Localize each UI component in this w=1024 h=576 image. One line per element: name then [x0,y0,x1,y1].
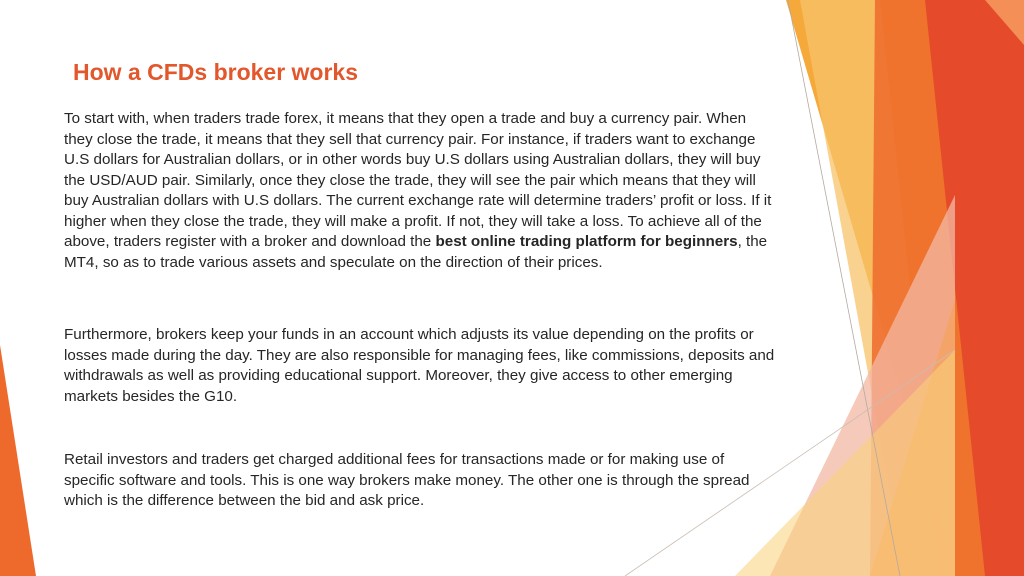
bold-platform-phrase: best online trading platform for beginners [435,233,738,250]
slide-title: How a CFDs broker works [73,59,359,85]
paragraph-intro-text-end: , the MT4, so as to trade various assets and speculate on the direction of their prices. [64,233,768,271]
paragraph-funds: Furthermore, brokers keep your funds in an account which adjusts its value depending on the profits or losses made during the day. They are also responsible for managing fees, like commissions, deposits and withdrawals as well as providing educational support. Moreover, they give access to other emerging markets besides the G10. [64,326,775,405]
paragraph-intro [64,109,776,273]
paragraph-intro-text-start: To start with, when traders trade forex, it means that they open a trade and buy a currency pair. When they close the trade, it means that they sell that currency pair. For instance, if traders want to exchange U.S dollars for Australian dollars, or in other words buy U.S dollars using Australian dollars, they will buy the USD/AUD pair. Similarly, once they close the trade, they will see the pair which means that they will buy Australian dollars with U.S dollars. The current exchange rate will determine traders’ profit or loss. If it higher when they close the trade, they will make a profit. If not, they will take a loss. To achieve all of the above, traders register with a broker and download the [64,110,772,250]
left-edge-triangle [0,345,36,576]
paragraph-fees: Retail investors and traders get charged additional fees for transactions made or for making use of specific software and tools. This is one way brokers make money. The other one is through the spread which is the difference between the bid and ask price. [64,451,750,509]
